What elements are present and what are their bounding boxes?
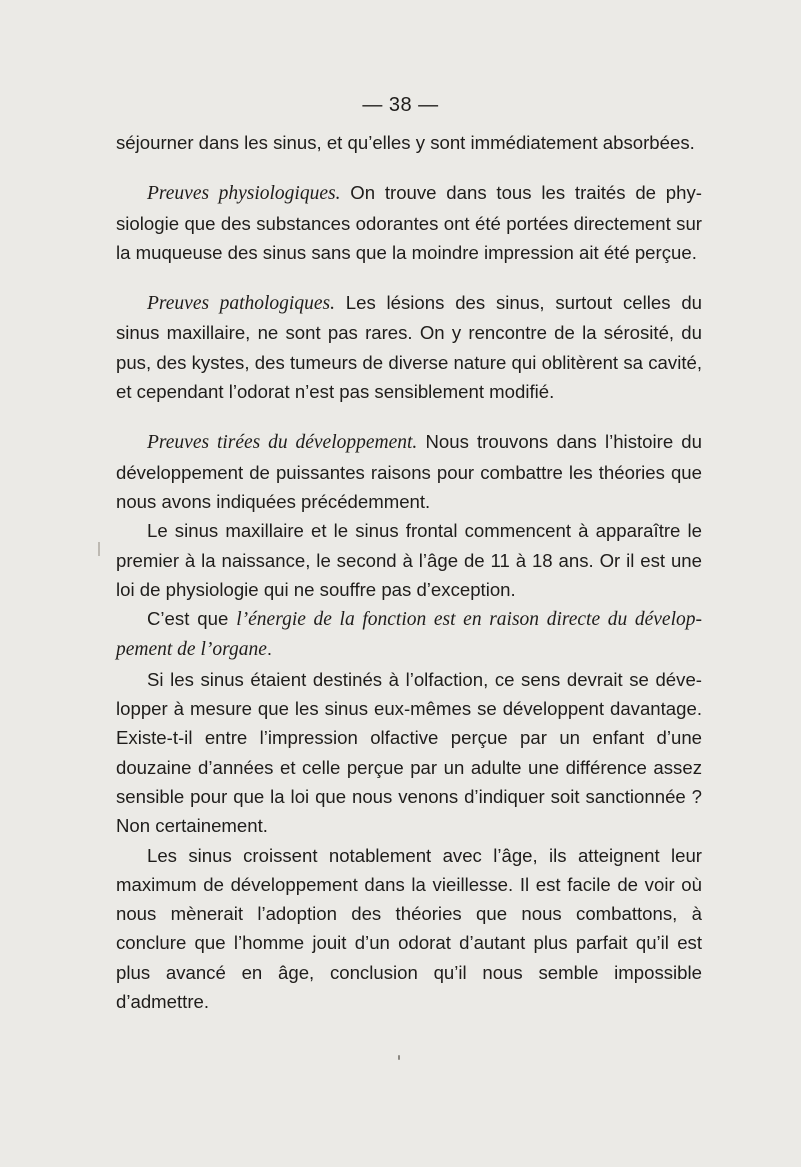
paragraph-text: On trouve dans tous les traités de physiologie que des substances odorantes ont été portées directement sur la muqueuse des sinus sans que la moindre impression ait été perçue. <box>116 182 702 263</box>
paragraph-age-conclusion <box>116 841 702 1017</box>
page-number: — 38 — <box>362 94 439 116</box>
paragraph-text: Les lésions des sinus, surtout celles du sinus maxillaire, ne sont pas rares. On y rencontre de la sérosité, du pus, des kystes, des tumeurs de diverse nature qui oblitèrent sa cavité, et cependant l’odorat n’est pas sensiblement modifié. <box>116 292 703 403</box>
paragraph-pathological-proofs <box>116 288 702 406</box>
ink-mark <box>398 1055 400 1060</box>
paragraph-text: séjourner dans les sinus, et qu’elles y sont immédiatement absorbées. <box>116 132 695 153</box>
paragraph-text: Les sinus croissent notablement avec l’âge, ils atteignent leur maximum de développement dans la vieillesse. Il est facile de voir où nous mènerait l’adoption des théories que nous combattons, à conclure que l’homme jouit d’un odorat d’autant plus parfait qu’il est plus avancé en âge, conclusion qu’il nous semble impossible d’admettre. <box>116 844 702 1013</box>
paragraph-continuation <box>116 128 702 157</box>
paragraph-organ-law <box>116 604 702 665</box>
emphasized-law: l’énergie de la fonction est en raison directe du développement de l’organe <box>116 609 702 661</box>
paragraph-sinus-growth <box>116 516 702 604</box>
page-body <box>116 128 702 1016</box>
paragraph-development-proofs <box>116 427 702 516</box>
section-heading: Preuves pathologiques. <box>147 293 335 315</box>
paragraph-olfaction-development <box>116 665 702 841</box>
section-heading: Preuves physiologiques. <box>147 183 341 205</box>
paragraph-physiological-proofs <box>116 178 702 267</box>
paragraph-text: Le sinus maxillaire et le sinus frontal commencent à apparaître le premier à la naissance, le second à l’âge de 11 à 18 ans. Or il est une loi de physiologie qui ne souffre pas d’exception. <box>116 520 702 600</box>
paragraph-text: Nous trouvons dans l’histoire du développement de puissantes raisons pour combattre les théories que nous avons indiquées précédemment. <box>116 431 702 512</box>
paragraph-text: C’est que <box>147 608 237 630</box>
paragraph-punctuation: . <box>266 638 273 660</box>
section-heading: Preuves tirées du développement. <box>147 432 418 454</box>
paragraph-text: Si les sinus étaient destinés à l’olfaction, ce sens devrait se développer à mesure que les sinus eux-mêmes se développent davantage. Existe-t-il entre l’impression olfactive perçue par un enfant d’une douzaine d’années et celle perçue par un adulte une différence assez sensible pour que la loi que nous venons d’indiquer soit sanctionnée ? Non certainement. <box>116 668 702 837</box>
margin-mark <box>98 542 100 556</box>
